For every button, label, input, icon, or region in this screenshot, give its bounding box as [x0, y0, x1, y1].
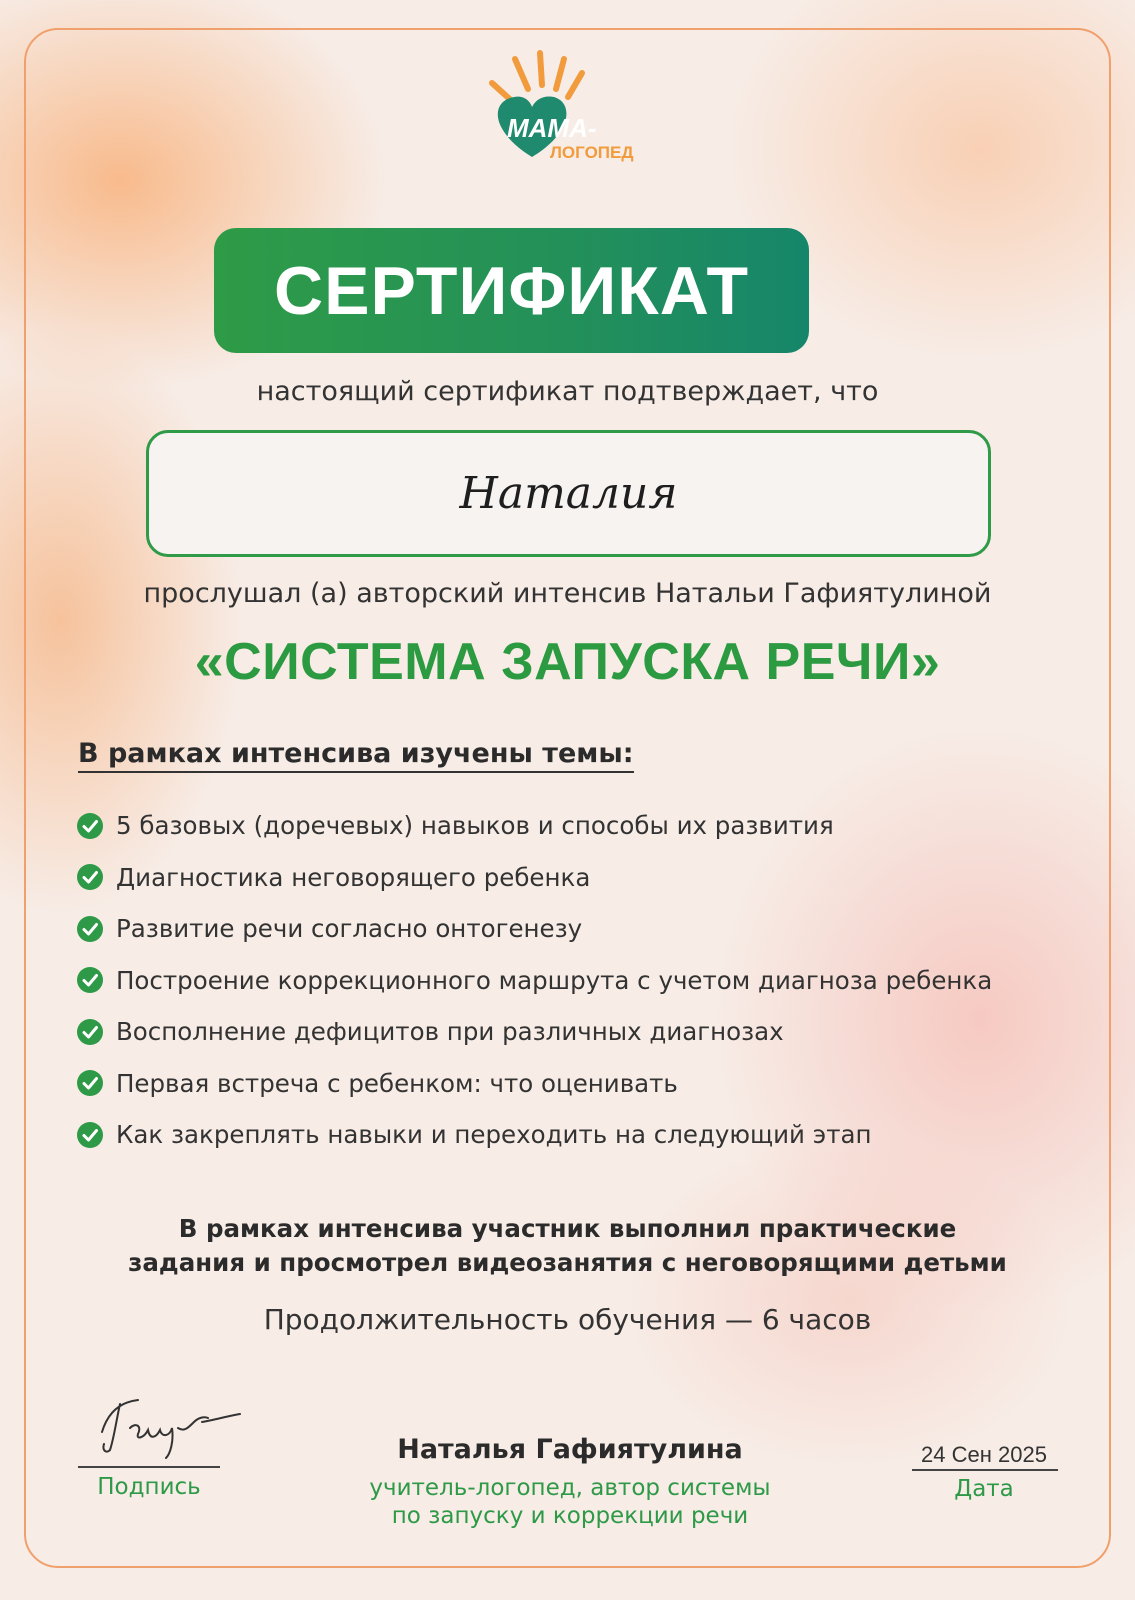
course-title: «СИСТЕМА ЗАПУСКА РЕЧИ» [194, 633, 941, 691]
topic-text: Первая встреча с ребенком: что оценивать [116, 1068, 678, 1098]
date-value: 24 Сен 2025 [921, 1442, 1047, 1467]
check-badge-icon [76, 1018, 104, 1046]
confirms-text: настоящий сертификат подтверждает, что [256, 376, 879, 407]
topic-item [76, 800, 992, 852]
topic-item [76, 955, 992, 1007]
signature-label: Подпись [97, 1474, 201, 1500]
topic-item [76, 1109, 992, 1161]
certificate-title-banner [214, 228, 809, 353]
topic-text: Восполнение дефицитов при различных диагнозах [116, 1017, 784, 1047]
topic-text: Построение коррекционного маршрута с учетом диагноза ребенка [116, 965, 993, 995]
topics-heading: В рамках интенсива изучены темы: [78, 738, 634, 773]
topic-item [76, 1006, 992, 1058]
check-badge-icon [76, 1121, 104, 1149]
check-badge-icon [76, 966, 104, 994]
completed-text: прослушал (а) авторский интенсив Натальи Гафиятулиной [143, 578, 992, 609]
certificate-title: СЕРТИФИКАТ [273, 252, 749, 329]
practice-note-line1: В рамках интенсива участник выполнил практические [178, 1214, 957, 1243]
logo-text-main: МАМА- [507, 113, 597, 143]
recipient-name-box [146, 430, 991, 557]
author-role [300, 1474, 840, 1530]
topic-item [76, 903, 992, 955]
topic-text: Диагностика неговорящего ребенка [116, 862, 591, 892]
check-badge-icon [76, 863, 104, 891]
topic-text: Как закреплять навыки и переходить на следующий этап [116, 1120, 872, 1150]
topics-list [76, 800, 992, 1161]
check-badge-icon [76, 915, 104, 943]
logo-text-sub: ЛОГОПЕД [550, 143, 634, 162]
handwritten-signature [90, 1392, 250, 1462]
practice-note-line2: задания и просмотрел видеозанятия с неговорящими детьми [128, 1248, 1007, 1277]
author-role-line2: по запуску и коррекции речи [391, 1503, 749, 1529]
recipient-name: Наталия [459, 468, 678, 519]
date-line [912, 1469, 1058, 1471]
date-label: Дата [954, 1476, 1014, 1502]
heart-hand-logo-icon [470, 45, 660, 175]
signature-line [78, 1466, 220, 1468]
author-name: Наталья Гафиятулина [397, 1434, 743, 1465]
topic-text: Развитие речи согласно онтогенезу [116, 914, 583, 944]
check-badge-icon [76, 1069, 104, 1097]
practice-note [0, 1212, 1135, 1280]
topic-text: 5 базовых (доречевых) навыков и способы их развития [116, 811, 834, 841]
topic-item [76, 852, 992, 904]
check-badge-icon [76, 812, 104, 840]
duration-text: Продолжительность обучения — 6 часов [263, 1303, 872, 1336]
topic-item [76, 1058, 992, 1110]
author-role-line1: учитель-логопед, автор системы [369, 1475, 771, 1501]
